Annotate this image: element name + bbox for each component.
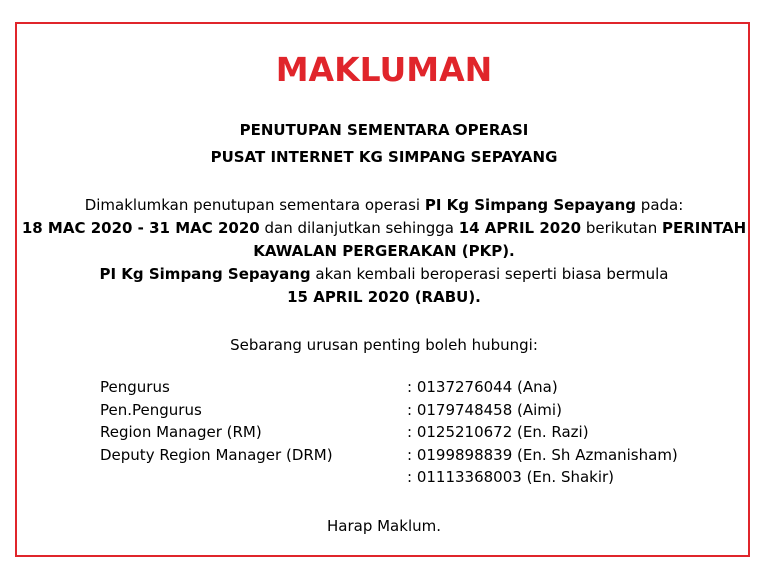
order-name: PERINTAH xyxy=(662,219,747,237)
contact-intro: Sebarang urusan penting boleh hubungi: xyxy=(230,336,538,354)
body-text: akan kembali beroperasi seperti biasa bermula xyxy=(310,265,669,283)
reopen-date: 15 APRIL 2020 (RABU). xyxy=(287,288,481,306)
contact-phone: : 0125210672 (En. Razi) xyxy=(407,423,589,441)
centre-name: PI Kg Simpang Sepayang xyxy=(424,196,637,214)
body-text: pada: xyxy=(636,196,684,214)
contact-phone: : 01113368003 (En. Shakir) xyxy=(407,468,615,486)
notice-title: MAKLUMAN xyxy=(275,50,493,89)
body-text: dan dilanjutkan sehingga xyxy=(259,219,459,237)
body-line-4 xyxy=(0,263,768,285)
contact-phone: : 0199898839 (En. Sh Azmanisham) xyxy=(407,445,678,464)
extended-date: 14 APRIL 2020 xyxy=(458,219,582,237)
contact-role: Pengurus xyxy=(100,378,170,396)
contact-role: Deputy Region Manager (DRM) xyxy=(100,445,333,464)
heading-line-1: PENUTUPAN SEMENTARA OPERASI xyxy=(239,121,529,139)
contact-role: Region Manager (RM) xyxy=(100,423,262,441)
contact-phone: : 0179748458 (Aimi) xyxy=(407,400,562,419)
closure-dates: 18 MAC 2020 - 31 MAC 2020 xyxy=(21,219,260,237)
body-line-3: KAWALAN PERGERAKAN (PKP). xyxy=(253,242,515,260)
body-line-1 xyxy=(0,194,768,216)
heading-line-2: PUSAT INTERNET KG SIMPANG SEPAYANG xyxy=(210,148,558,166)
contact-phone: : 0137276044 (Ana) xyxy=(407,378,558,396)
contact-role: Pen.Pengurus xyxy=(100,400,202,419)
body-text: Dimaklumkan penutupan sementara operasi xyxy=(84,196,425,214)
body-line-2 xyxy=(0,217,768,239)
body-text: berikutan xyxy=(581,219,662,237)
centre-name: PI Kg Simpang Sepayang xyxy=(99,265,311,283)
closing-text: Harap Maklum. xyxy=(327,517,441,535)
